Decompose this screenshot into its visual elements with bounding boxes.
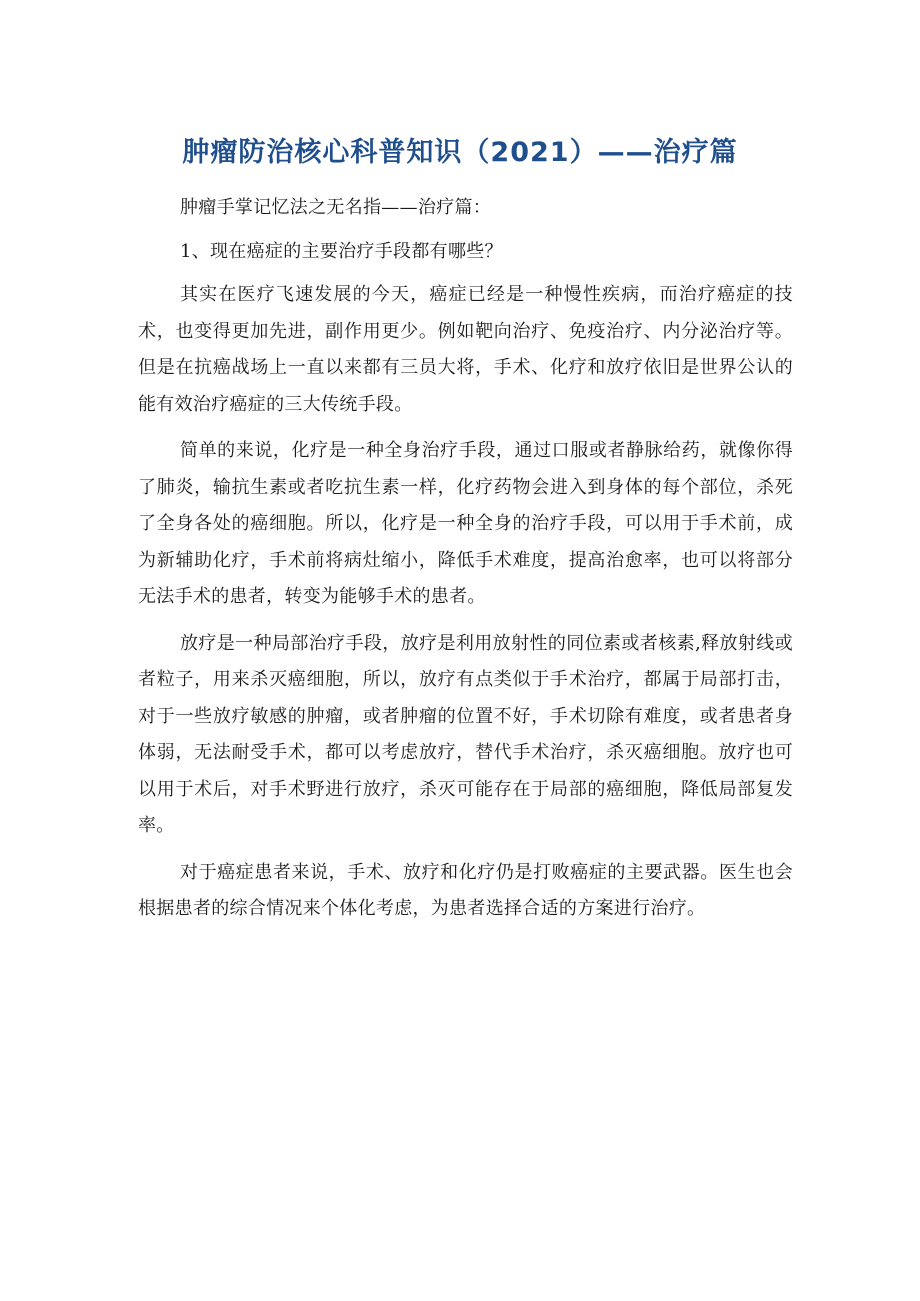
- question-heading: 1、现在癌症的主要治疗手段都有哪些？: [180, 240, 503, 262]
- paragraph-chemotherapy: 简单的来说，化疗是一种全身治疗手段，通过口服或者静脉给药，就像你得了肺炎，输抗生素或者吃抗生素一样，化疗药物会进入到身体的每个部位，杀死了全身各处的癌细胞。所以，化疗是一种全身的治疗手段，可以用于手术前，成为新辅助化疗，手术前将病灶缩小，降低手术难度，提高治愈率，也可以将部分无法手术的患者，转变为能够手术的患者。: [138, 440, 793, 607]
- paragraph-radiotherapy: 放疗是一种局部治疗手段，放疗是利用放射性的同位素或者核素,释放射线或者粒子，用来杀灭癌细胞，所以，放疗有点类似于手术治疗，都属于局部打击，对于一些放疗敏感的肿瘤，或者肿瘤的位置不好，手术切除有难度，或者患者身体弱，无法耐受手术，都可以考虑放疗，替代手术治疗，杀灭癌细胞。放疗也可以用于术后，对手术野进行放疗，杀灭可能存在于局部的癌细胞，降低局部复发率。: [138, 632, 793, 836]
- paragraph-overview: 其实在医疗飞速发展的今天，癌症已经是一种慢性疾病，而治疗癌症的技术，也变得更加先进，副作用更少。例如靶向治疗、免疫治疗、内分泌治疗等。但是在抗癌战场上一直以来都有三员大将，手术、化疗和放疗依旧是世界公认的能有效治疗癌症的三大传统手段。: [138, 284, 793, 415]
- intro-paragraph: 肿瘤手掌记忆法之无名指——治疗篇：: [180, 197, 492, 218]
- document-body: [138, 190, 793, 938]
- paragraph-conclusion: 对于癌症患者来说，手术、放疗和化疗仍是打败癌症的主要武器。医生也会根据患者的综合情况来个体化考虑，为患者选择合适的方案进行治疗。: [138, 861, 793, 919]
- document-title: 肿瘤防治核心科普知识（2021）——治疗篇: [182, 137, 738, 168]
